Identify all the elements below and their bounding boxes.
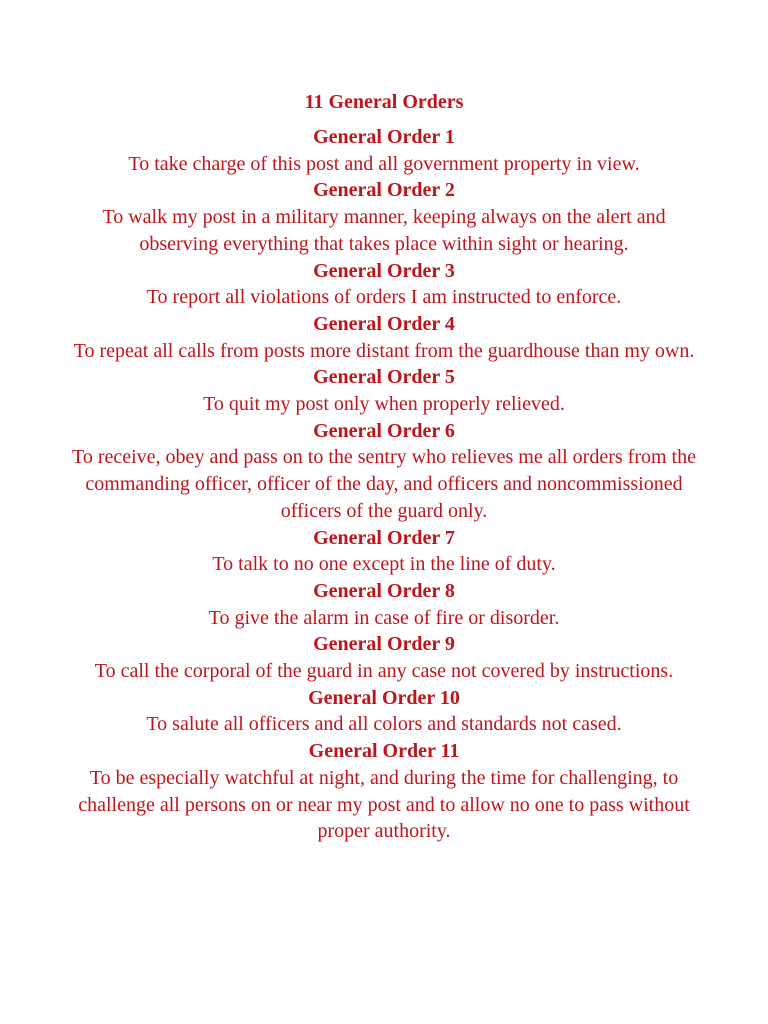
order-item [64,685,704,738]
order-heading: General Order 10 [308,686,460,709]
order-item [64,738,704,845]
order-item [64,525,704,578]
order-text: To give the alarm in case of fire or disorder. [208,606,560,629]
order-heading: General Order 4 [313,312,455,335]
order-heading: General Order 3 [313,259,455,282]
order-text: To repeat all calls from posts more distant from the guardhouse than my own. [73,339,695,362]
document-title: 11 General Orders [304,91,464,113]
order-heading: General Order 9 [313,633,455,656]
order-heading: General Order 2 [313,179,455,202]
order-heading: General Order 7 [313,526,455,549]
order-item [64,364,704,417]
order-heading: General Order 5 [313,366,455,389]
order-heading: General Order 11 [308,740,460,763]
order-text: To quit my post only when properly relieved. [203,393,565,416]
order-item [64,258,704,311]
order-heading: General Order 6 [313,419,455,442]
order-text: To be especially watchful at night, and during the time for challenging, to challenge all persons on or near my post and to allow no one to pass without proper authority. [78,766,690,843]
order-item [64,418,704,525]
order-item [64,311,704,364]
order-text: To take charge of this post and all government property in view. [128,152,640,175]
general-orders-list [64,124,704,845]
order-text: To call the corporal of the guard in any case not covered by instructions. [94,660,674,683]
order-text: To salute all officers and all colors and standards not cased. [146,713,622,736]
order-text: To report all violations of orders I am instructed to enforce. [146,286,622,309]
order-item [64,177,704,257]
order-item [64,124,704,177]
order-text: To receive, obey and pass on to the sentry who relieves me all orders from the commanding officer, officer of the day, and officers and noncommissioned officers of the guard only. [72,446,696,522]
order-heading: General Order 8 [313,579,455,602]
order-text: To walk my post in a military manner, keeping always on the alert and observing everything that takes place within sight or hearing. [102,206,666,255]
order-item [64,578,704,631]
order-heading: General Order 1 [313,126,455,148]
order-item [64,631,704,684]
order-text: To talk to no one except in the line of duty. [212,553,556,576]
